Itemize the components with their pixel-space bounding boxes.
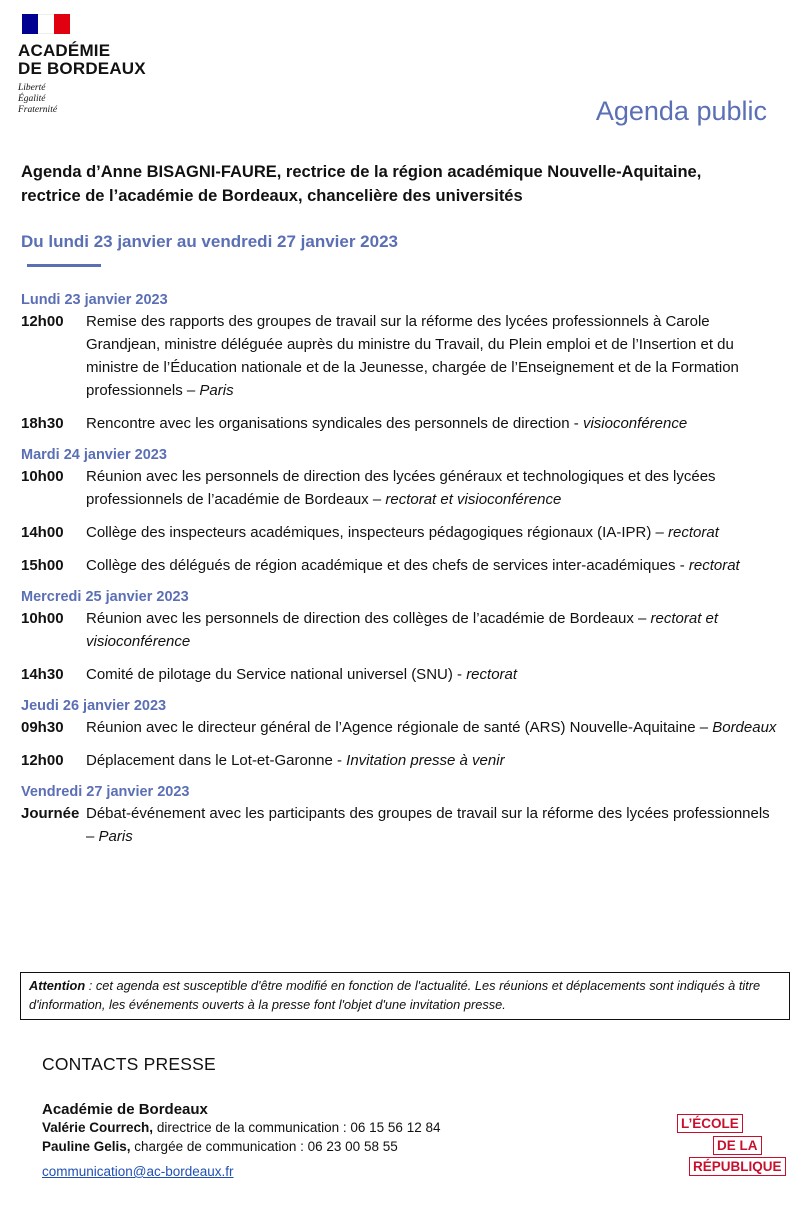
agenda-event: [21, 716, 781, 739]
event-text: Débat-événement avec les participants des groupes de travail sur la réforme des lycées professionnels –: [86, 805, 770, 845]
event-time: 10h00: [21, 610, 64, 627]
agenda-event: [21, 663, 781, 686]
academie-logo: [18, 14, 178, 116]
schedule: [21, 290, 781, 858]
event-location: rectorat: [668, 524, 719, 541]
event-time: 18h30: [21, 415, 64, 432]
event-description: [86, 607, 781, 653]
event-text: Réunion avec les personnels de direction des collèges de l’académie de Bordeaux –: [86, 610, 651, 627]
agenda-day: [21, 290, 781, 435]
ecole-line2: DE LA: [713, 1136, 762, 1155]
event-text: Rencontre avec les organisations syndicales des personnels de direction -: [86, 415, 583, 432]
event-text: Collège des délégués de région académique et des chefs de services inter-académiques -: [86, 557, 689, 574]
event-location: Paris: [98, 828, 133, 845]
event-description: [86, 465, 781, 511]
agenda-event: [21, 607, 781, 653]
week-range: Du lundi 23 janvier au vendredi 27 janvier 2023: [21, 232, 398, 251]
page-title: Agenda public: [595, 96, 767, 126]
agenda-day: [21, 696, 781, 772]
event-text: Remise des rapports des groupes de travail sur la réforme des lycées professionnels à Carole Grandjean, ministre déléguée auprès du ministre du Travail, du Plein emploi et de l’Insertion et du ministre de l’Éducation nationale et de la Jeunesse, chargée de l’Enseignement et de la Formation professionnels –: [86, 313, 739, 399]
attention-label: Attention: [29, 978, 86, 993]
intro-prefix: Agenda d’Anne: [21, 163, 147, 181]
day-title: Jeudi 26 janvier 2023: [21, 698, 167, 714]
event-location: rectorat et visioconférence: [385, 491, 562, 508]
event-description: [86, 310, 781, 402]
contact-name: Valérie Courrech,: [42, 1120, 154, 1135]
logo-name: [18, 42, 178, 78]
day-title: Vendredi 27 janvier 2023: [21, 784, 190, 800]
flag-red-stripe: [54, 14, 70, 34]
agenda-event: [21, 465, 781, 511]
agenda-event: [21, 749, 781, 772]
event-description: [86, 554, 781, 577]
agenda-event: [21, 310, 781, 402]
attention-text: : cet agenda est susceptible d'être modifié en fonction de l'actualité. Les réunions et déplacements sont indiqués à titre d'information, les événements ouverts à la presse font l'objet d'une invitation presse.: [29, 978, 761, 1012]
republic-motto: [18, 83, 178, 116]
event-time: 12h00: [21, 313, 64, 330]
contact-name: Pauline Gelis,: [42, 1139, 131, 1154]
event-description: [86, 663, 781, 686]
event-description: [86, 412, 781, 435]
day-title: Mardi 24 janvier 2023: [21, 447, 167, 463]
agenda-day: [21, 587, 781, 686]
contact-role: directrice de la communication : 06 15 56 12 84: [153, 1120, 441, 1135]
event-time: 10h00: [21, 468, 64, 485]
event-time: Journée: [21, 805, 80, 822]
motto-egalite: Égalité: [18, 94, 46, 104]
agenda-event: [21, 521, 781, 544]
event-text: Collège des inspecteurs académiques, inspecteurs pédagogiques régionaux (IA-IPR) –: [86, 524, 669, 541]
agenda-intro: [21, 160, 721, 208]
event-text: Comité de pilotage du Service national universel (SNU) -: [86, 666, 467, 683]
attention-notice: [20, 972, 790, 1020]
flag-white-stripe: [38, 14, 54, 34]
agenda-event: [21, 802, 781, 848]
event-location: rectorat: [466, 666, 518, 683]
event-description: [86, 802, 781, 848]
contact-person: [42, 1118, 602, 1137]
contacts-title: CONTACTS PRESSE: [42, 1054, 216, 1074]
event-location: Invitation presse à venir: [346, 752, 505, 769]
contact-role: chargée de communication : 06 23 00 58 55: [130, 1139, 398, 1154]
logo-line1: ACADÉMIE: [18, 41, 111, 60]
intro-name: BISAGNI-FAURE: [146, 163, 277, 181]
contacts-org: Académie de Bordeaux: [42, 1101, 208, 1118]
ecole-republique-logo: [677, 1114, 797, 1178]
day-title: Lundi 23 janvier 2023: [21, 292, 168, 308]
event-description: [86, 521, 781, 544]
event-text: Réunion avec les personnels de direction des lycées généraux et technologiques et des lycées professionnels de l’académie de Bordeaux –: [86, 468, 716, 508]
agenda-day: [21, 445, 781, 577]
flag-blue-stripe: [22, 14, 38, 34]
event-location: rectorat et visioconférence: [86, 610, 719, 650]
ecole-line1: L’ÉCOLE: [677, 1114, 743, 1133]
agenda-event: [21, 554, 781, 577]
logo-line2: DE BORDEAUX: [18, 59, 146, 78]
event-text: Réunion avec le directeur général de l’Agence régionale de santé (ARS) Nouvelle-Aquitaine –: [86, 719, 713, 736]
agenda-day: [21, 782, 781, 848]
agenda-event: [21, 412, 781, 435]
intro-suffix: , rectrice de la région académique Nouvelle-Aquitaine, rectrice de l’académie de Bordeaux, chancelière des universités: [21, 163, 702, 205]
event-text: Déplacement dans le Lot-et-Garonne -: [86, 752, 347, 769]
event-location: Paris: [199, 382, 234, 399]
motto-liberte: Liberté: [18, 83, 46, 93]
motto-fraternite: Fraternité: [18, 105, 58, 115]
event-time: 09h30: [21, 719, 64, 736]
week-underline: [27, 264, 101, 267]
contact-person: [42, 1137, 602, 1156]
contact-email-link[interactable]: communication@ac-bordeaux.fr: [42, 1164, 234, 1179]
event-time: 12h00: [21, 752, 64, 769]
day-title: Mercredi 25 janvier 2023: [21, 589, 189, 605]
french-flag-icon: [22, 14, 70, 34]
event-time: 14h00: [21, 524, 64, 541]
event-location: visioconférence: [582, 415, 688, 432]
event-description: [86, 749, 781, 772]
press-contacts: [42, 1054, 602, 1179]
ecole-line3: RÉPUBLIQUE: [689, 1157, 786, 1176]
event-description: [86, 716, 781, 739]
event-time: 15h00: [21, 557, 64, 574]
event-time: 14h30: [21, 666, 64, 683]
event-location: Bordeaux: [712, 719, 777, 736]
event-location: rectorat: [688, 557, 740, 574]
